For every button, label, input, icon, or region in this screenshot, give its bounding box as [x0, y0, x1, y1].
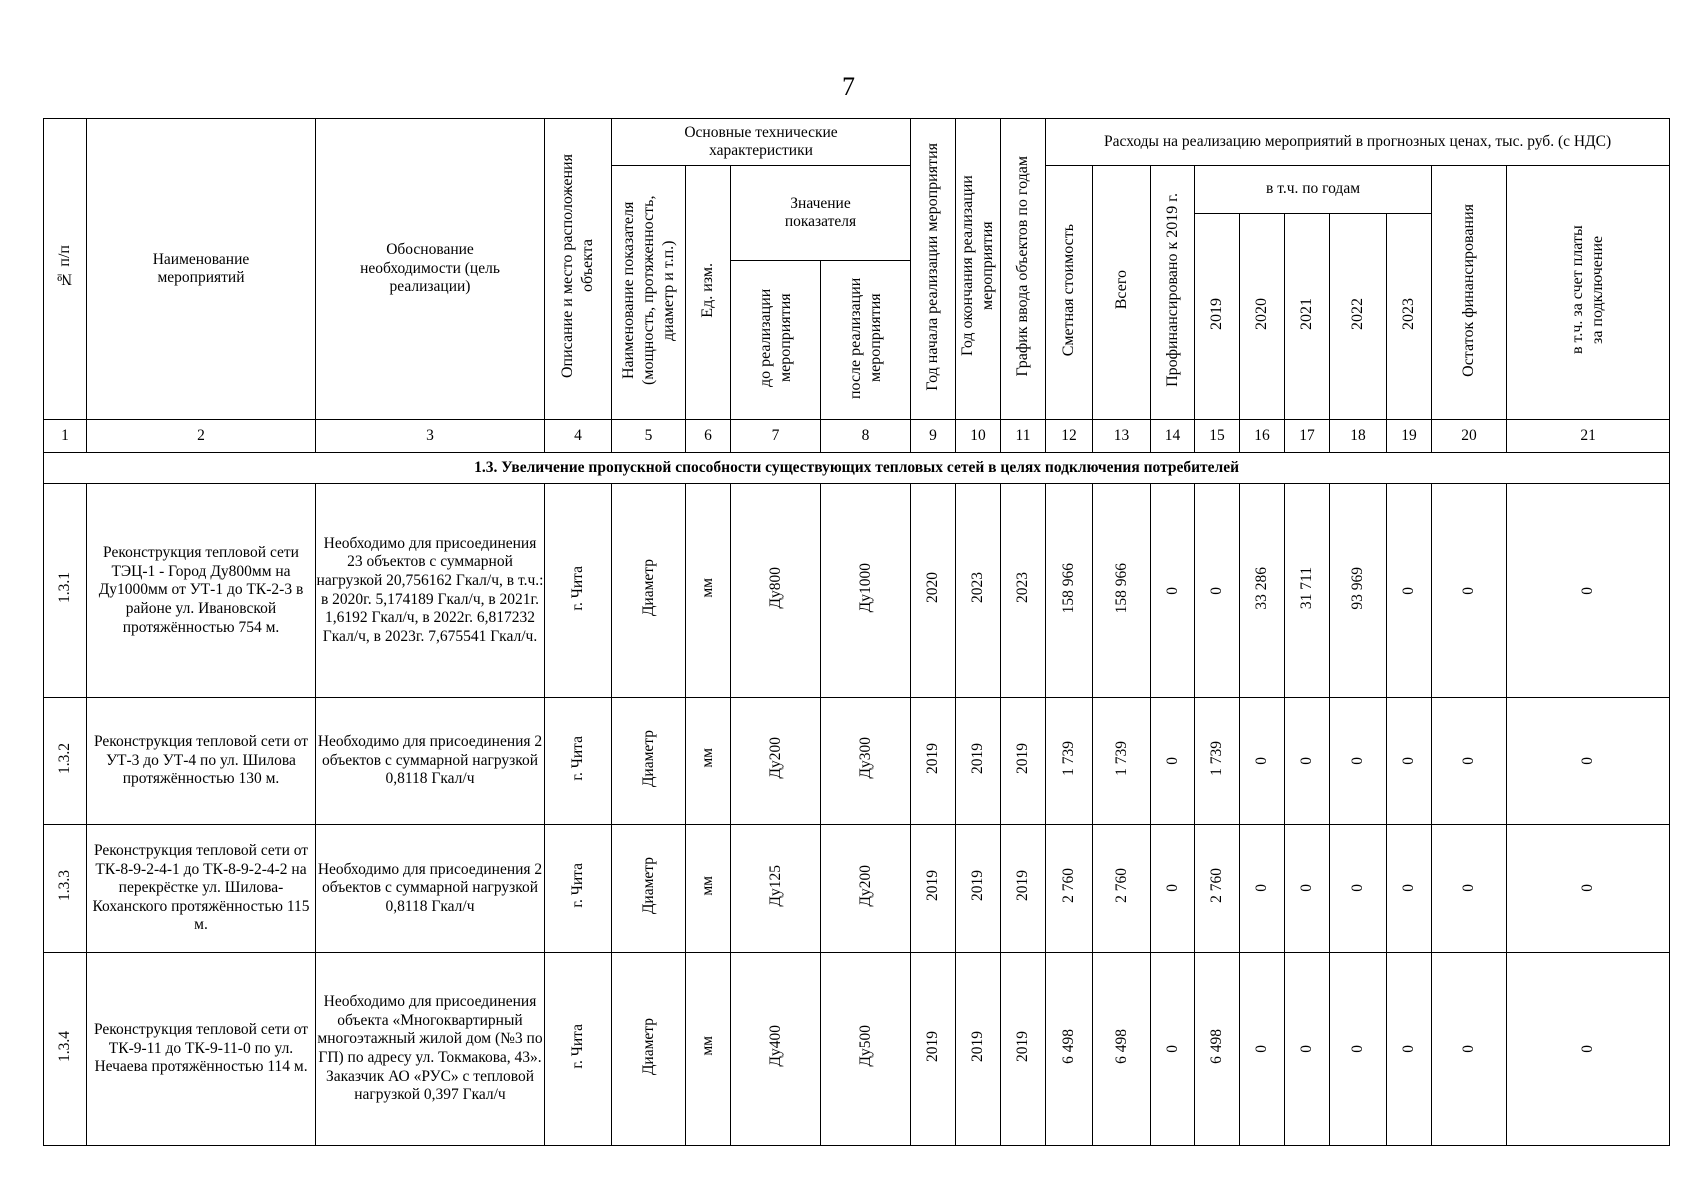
- column-number: 10: [956, 420, 1001, 453]
- header-year-2021: 2021: [1298, 297, 1316, 330]
- row-estimate: 1 739: [1060, 740, 1078, 776]
- row-indicator: Диаметр: [639, 559, 657, 617]
- row-2020: 33 286: [1253, 566, 1271, 610]
- section-title: 1.3. Увеличение пропускной способности существующих тепловых сетей в целях подключения потребителей: [44, 453, 1670, 484]
- row-num: 1.3.4: [56, 1030, 74, 1062]
- investment-table: [43, 118, 1670, 1146]
- column-number: 21: [1507, 420, 1670, 453]
- row-fee: 0: [1579, 1044, 1597, 1053]
- header-row-1: [44, 119, 1670, 166]
- header-end-year: Год окончания реализации мероприятия: [959, 175, 997, 357]
- column-number: 20: [1432, 420, 1507, 453]
- row-after: Ду500: [856, 1025, 874, 1067]
- row-financed: 0: [1163, 1044, 1181, 1053]
- header-financed: Профинансировано к 2019 г.: [1163, 193, 1181, 388]
- header-num: № п/п: [56, 245, 73, 288]
- row-justification: Необходимо для присоединения 23 объектов с суммарной нагрузкой 20,756162 Гкал/ч, в т.ч.: в 2020г. 5,174189 Гкал/ч, в 2021г. 1,6192 Гкал/ч, в 2022г. 6,817232 Гкал/ч, в 2023г. 7,675541 Гкал/ч.: [316, 484, 545, 698]
- row-end: 2023: [969, 572, 987, 604]
- row-fee: 0: [1579, 756, 1597, 765]
- row-schedule: 2019: [1014, 742, 1032, 774]
- header-year-2019: 2019: [1208, 297, 1226, 330]
- row-2023: 0: [1400, 586, 1418, 595]
- header-year-2023: 2023: [1400, 297, 1418, 330]
- header-name: Наименование мероприятий: [87, 119, 316, 420]
- row-justification: Необходимо для присоединения объекта «Многоквартирный многоэтажный жилой дом (№3 по ГП) по адресу ул. Токмакова, 43». Заказчик АО «РУС» с тепловой нагрузкой 0,397 Гкал/ч: [316, 952, 545, 1145]
- header-schedule: График ввода объектов по годам: [1014, 156, 1032, 377]
- column-number: 13: [1093, 420, 1151, 453]
- row-remaining: 0: [1460, 884, 1478, 893]
- header-location: Описание и место расположения объекта: [559, 154, 596, 379]
- row-2021: 0: [1298, 884, 1316, 893]
- row-2020: 0: [1253, 1044, 1271, 1053]
- column-number: 12: [1046, 420, 1093, 453]
- row-total: 2 760: [1112, 868, 1130, 904]
- row-name: Реконструкция тепловой сети от ТК-8-9-2-4-1 до ТК-8-9-2-4-2 на перекрёстке ул. Шилова-Коханского протяжённостью 115 м.: [87, 824, 316, 952]
- row-location: г. Чита: [569, 735, 587, 781]
- column-number: 3: [316, 420, 545, 453]
- row-indicator: Диаметр: [639, 857, 657, 915]
- header-start-year: Год начала реализации мероприятия: [924, 142, 942, 391]
- header-remaining: Остаток финансирования: [1460, 203, 1478, 377]
- row-num: 1.3.3: [56, 870, 74, 902]
- row-2022: 0: [1349, 884, 1367, 893]
- row-2022: 93 969: [1349, 566, 1367, 610]
- row-start: 2019: [924, 1030, 942, 1062]
- row-name: Реконструкция тепловой сети ТЭЦ-1 - Город Ду800мм на Ду1000мм от УТ-1 до ТК-2-3 в районе ул. Ивановской протяжённостью 754 м.: [87, 484, 316, 698]
- table-row: [44, 952, 1670, 1145]
- header-connection-fee: в т.ч. за счет платы за подключение: [1569, 225, 1607, 355]
- row-indicator: Диаметр: [639, 729, 657, 787]
- row-justification: Необходимо для присоединения 2 объектов с суммарной нагрузкой 0,8118 Гкал/ч: [316, 697, 545, 824]
- row-schedule: 2019: [1014, 1030, 1032, 1062]
- row-unit: мм: [699, 748, 717, 768]
- row-estimate: 158 966: [1060, 562, 1078, 614]
- row-2022: 0: [1349, 756, 1367, 765]
- column-number: 1: [44, 420, 87, 453]
- table-row: [44, 697, 1670, 824]
- row-unit: мм: [699, 578, 717, 598]
- header-tech-group: Основные технические характеристики: [612, 119, 911, 166]
- header-value-group: Значение показателя: [731, 166, 911, 261]
- row-2019: 1 739: [1208, 740, 1226, 776]
- section-row: [44, 453, 1670, 484]
- row-schedule: 2019: [1014, 870, 1032, 902]
- row-start: 2019: [924, 742, 942, 774]
- row-2019: 0: [1208, 586, 1226, 595]
- header-indicator-name: Наименование показателя (мощность, протяженность, диаметр и т.п.): [619, 195, 677, 385]
- row-fee: 0: [1579, 884, 1597, 893]
- page-number: 7: [842, 72, 855, 101]
- row-location: г. Чита: [569, 1023, 587, 1069]
- row-before: Ду125: [766, 864, 784, 907]
- header-after: после реализации мероприятия: [846, 276, 884, 399]
- row-estimate: 2 760: [1060, 868, 1078, 904]
- column-number: 9: [911, 420, 956, 453]
- row-financed: 0: [1163, 884, 1181, 893]
- row-num: 1.3.1: [56, 572, 74, 604]
- column-number: 7: [731, 420, 821, 453]
- row-name: Реконструкция тепловой сети от УТ-3 до УТ-4 по ул. Шилова протяжённостью 130 м.: [87, 697, 316, 824]
- table-row: [44, 824, 1670, 952]
- column-number: 2: [87, 420, 316, 453]
- header-by-years: в т.ч. по годам: [1195, 166, 1432, 213]
- row-2019: 2 760: [1208, 868, 1226, 904]
- row-after: Ду300: [856, 737, 874, 779]
- header-total: Всего: [1112, 270, 1130, 310]
- row-2020: 0: [1253, 756, 1271, 765]
- row-name: Реконструкция тепловой сети от ТК-9-11 до ТК-9-11-0 по ул. Нечаева протяжённостью 114 м.: [87, 952, 316, 1145]
- column-number: 11: [1001, 420, 1046, 453]
- row-2023: 0: [1400, 1044, 1418, 1053]
- row-start: 2020: [924, 572, 942, 604]
- row-2023: 0: [1400, 884, 1418, 893]
- row-fee: 0: [1579, 586, 1597, 595]
- row-after: Ду200: [856, 864, 874, 907]
- row-2020: 0: [1253, 884, 1271, 893]
- header-unit: Ед. изм.: [699, 262, 716, 318]
- column-number: 19: [1387, 420, 1432, 453]
- row-end: 2019: [969, 870, 987, 902]
- column-number: 18: [1330, 420, 1387, 453]
- column-number: 8: [821, 420, 911, 453]
- row-num: 1.3.2: [56, 742, 74, 774]
- row-total: 1 739: [1112, 740, 1130, 776]
- row-after: Ду1000: [856, 563, 874, 613]
- row-end: 2019: [969, 742, 987, 774]
- header-estimate: Сметная стоимость: [1060, 223, 1078, 357]
- row-start: 2019: [924, 870, 942, 902]
- row-unit: мм: [699, 875, 717, 896]
- row-before: Ду400: [766, 1025, 784, 1067]
- row-remaining: 0: [1460, 756, 1478, 765]
- row-total: 158 966: [1112, 562, 1130, 614]
- row-remaining: 0: [1460, 586, 1478, 595]
- row-2022: 0: [1349, 1044, 1367, 1053]
- column-number: 6: [686, 420, 731, 453]
- column-number-row: [44, 420, 1670, 453]
- table-row: [44, 484, 1670, 698]
- header-year-2020: 2020: [1253, 297, 1271, 330]
- row-2019: 6 498: [1208, 1028, 1226, 1064]
- row-financed: 0: [1163, 586, 1181, 595]
- row-2021: 0: [1298, 756, 1316, 765]
- row-justification: Необходимо для присоединения 2 объектов с суммарной нагрузкой 0,8118 Гкал/ч: [316, 824, 545, 952]
- column-number: 14: [1151, 420, 1195, 453]
- row-indicator: Диаметр: [639, 1017, 657, 1075]
- row-before: Ду800: [766, 567, 784, 609]
- row-end: 2019: [969, 1030, 987, 1062]
- column-number: 15: [1195, 420, 1240, 453]
- row-estimate: 6 498: [1060, 1028, 1078, 1064]
- column-number: 17: [1285, 420, 1330, 453]
- header-costs-group: Расходы на реализацию мероприятий в прогнозных ценах, тыс. руб. (с НДС): [1046, 119, 1670, 166]
- header-before: до реализации мероприятия: [756, 288, 794, 387]
- header-justification: Обоснование необходимости (цель реализации): [316, 119, 545, 420]
- column-number: 4: [545, 420, 612, 453]
- row-schedule: 2023: [1014, 572, 1032, 604]
- row-before: Ду200: [766, 737, 784, 779]
- row-total: 6 498: [1112, 1028, 1130, 1064]
- row-financed: 0: [1163, 756, 1181, 765]
- column-number: 5: [612, 420, 686, 453]
- row-location: г. Чита: [569, 863, 587, 908]
- row-unit: мм: [699, 1036, 717, 1056]
- row-2021: 31 711: [1298, 566, 1316, 609]
- row-remaining: 0: [1460, 1044, 1478, 1053]
- row-2023: 0: [1400, 756, 1418, 765]
- column-number: 16: [1240, 420, 1285, 453]
- row-location: г. Чита: [569, 565, 587, 611]
- row-2021: 0: [1298, 1044, 1316, 1053]
- header-year-2022: 2022: [1349, 297, 1367, 330]
